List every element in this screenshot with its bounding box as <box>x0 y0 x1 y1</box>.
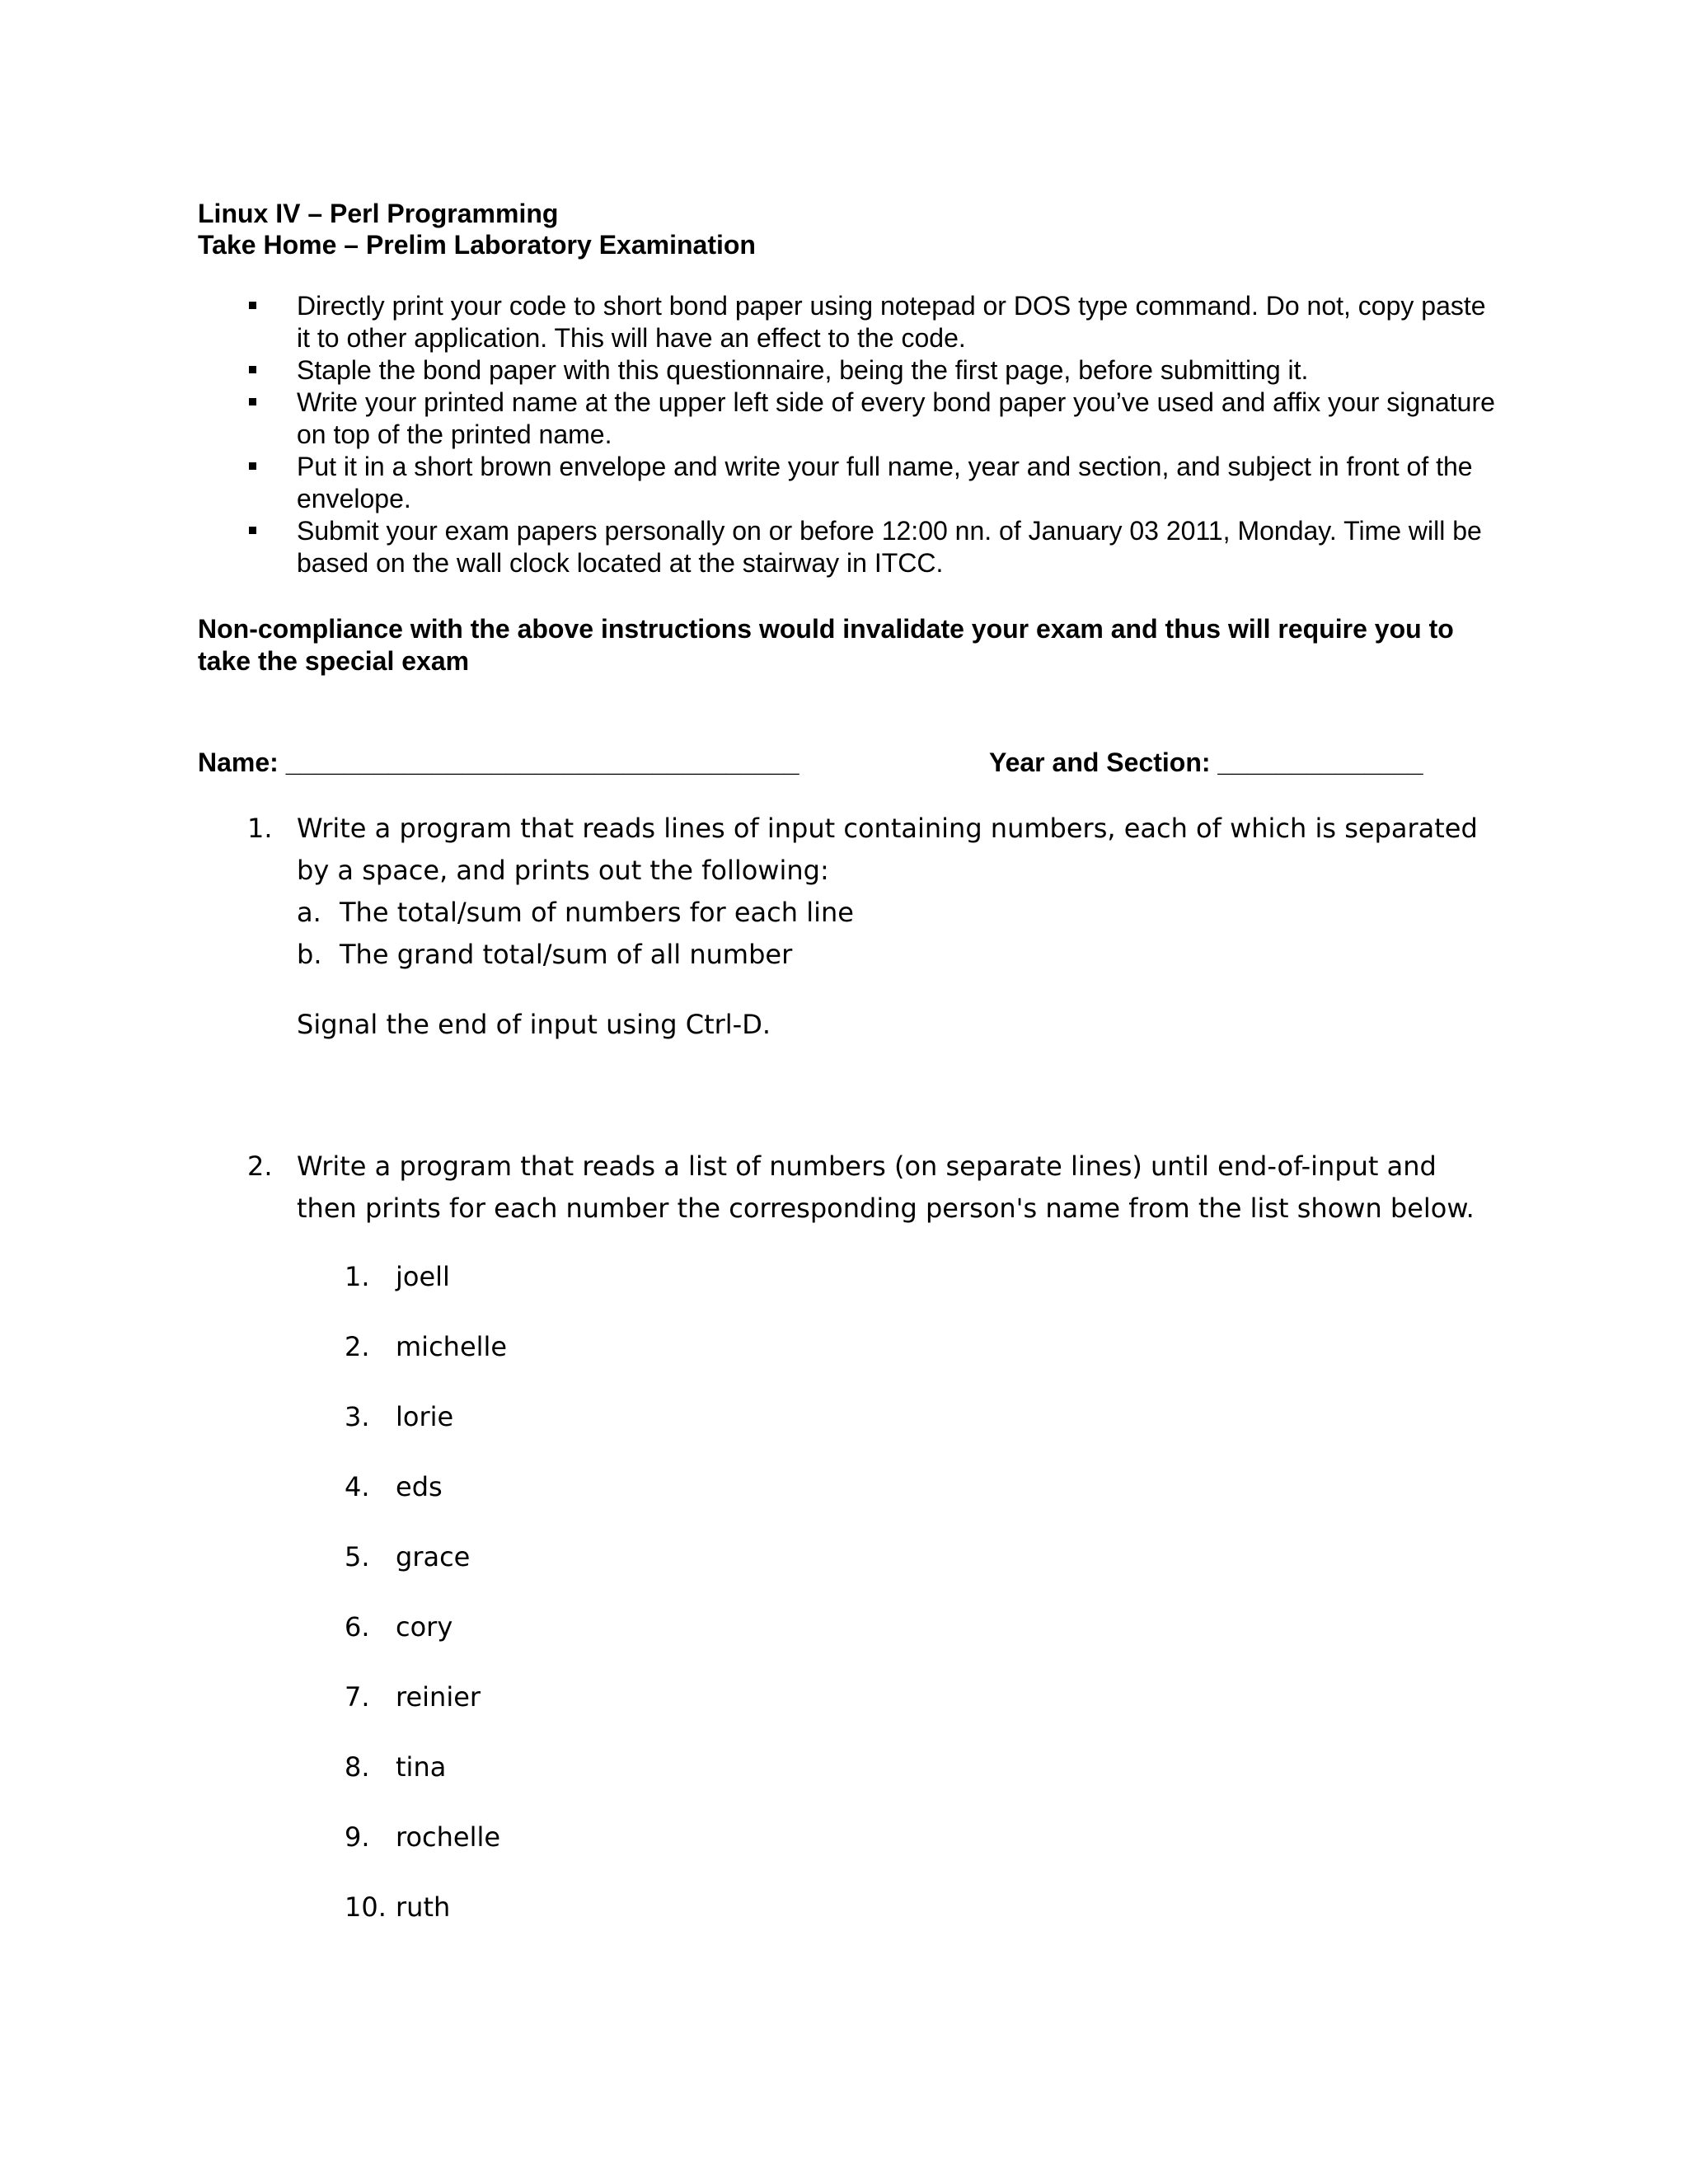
question-2-number: 2. <box>247 1151 273 1182</box>
instruction-text: Submit your exam papers personally on or before 12:00 nn. of January 03 2011, Monday. Time will be based on the wall clock located at the stairway in ITCC. <box>297 516 1482 578</box>
name-field: Name: ___________________________________ <box>198 748 799 777</box>
square-bullet-icon <box>249 462 256 470</box>
item-letter: b. <box>297 939 322 970</box>
square-bullet-icon <box>249 302 256 309</box>
item-text: The total/sum of numbers for each line <box>340 897 854 928</box>
list-item: 9. rochelle <box>345 1821 501 1853</box>
square-bullet-icon <box>249 527 256 534</box>
list-item: 2. michelle <box>345 1331 508 1362</box>
course-title: Linux IV – Perl Programming <box>198 199 559 228</box>
square-bullet-icon <box>249 398 256 405</box>
question-1-number: 1. <box>247 813 273 844</box>
year-section-field: Year and Section: ______________ <box>989 748 1423 777</box>
exam-title: Take Home – Prelim Laboratory Examination <box>198 230 756 260</box>
question-1-text: Write a program that reads lines of input containing numbers, each of which is separated by a space, and prints out the following: <box>297 813 1478 886</box>
question-1-note: Signal the end of input using Ctrl-D. <box>297 1009 771 1040</box>
list-item: 5. grace <box>345 1541 471 1572</box>
instruction-text: Staple the bond paper with this questionnaire, being the first page, before submitting it. <box>297 355 1309 385</box>
instruction-text: Directly print your code to short bond paper using notepad or DOS type command. Do not, copy paste it to other application. This will have an effect to the code. <box>297 291 1486 353</box>
instruction-item <box>198 290 1500 354</box>
noncompliance-warning: Non-compliance with the above instructions would invalidate your exam and thus will require you to take the special exam <box>198 614 1454 676</box>
instruction-item <box>198 387 1500 451</box>
instruction-item <box>198 515 1500 579</box>
list-item: 4. eds <box>345 1471 443 1502</box>
question-2-text: Write a program that reads a list of numbers (on separate lines) until end-of-input and then prints for each number the corresponding person's name from the list shown below. <box>297 1151 1475 1224</box>
list-item: 3. lorie <box>345 1401 454 1432</box>
list-item: 1. joell <box>345 1261 450 1292</box>
instruction-text: Write your printed name at the upper left side of every bond paper you’ve used and affix your signature on top of the printed name. <box>297 387 1495 449</box>
item-letter: a. <box>297 897 321 928</box>
list-item: 7. reinier <box>345 1681 481 1713</box>
instruction-item <box>198 354 1500 387</box>
instructions-list <box>198 290 1500 579</box>
question-1-item-a <box>297 892 854 933</box>
instruction-item <box>198 451 1500 515</box>
question-1-item-b <box>297 934 792 975</box>
item-text: The grand total/sum of all number <box>340 939 793 970</box>
list-item: 10. ruth <box>345 1891 451 1923</box>
list-item: 6. cory <box>345 1611 453 1643</box>
square-bullet-icon <box>249 366 256 373</box>
list-item: 8. tina <box>345 1751 447 1783</box>
instruction-text: Put it in a short brown envelope and write your full name, year and section, and subject in front of the envelope. <box>297 452 1473 513</box>
